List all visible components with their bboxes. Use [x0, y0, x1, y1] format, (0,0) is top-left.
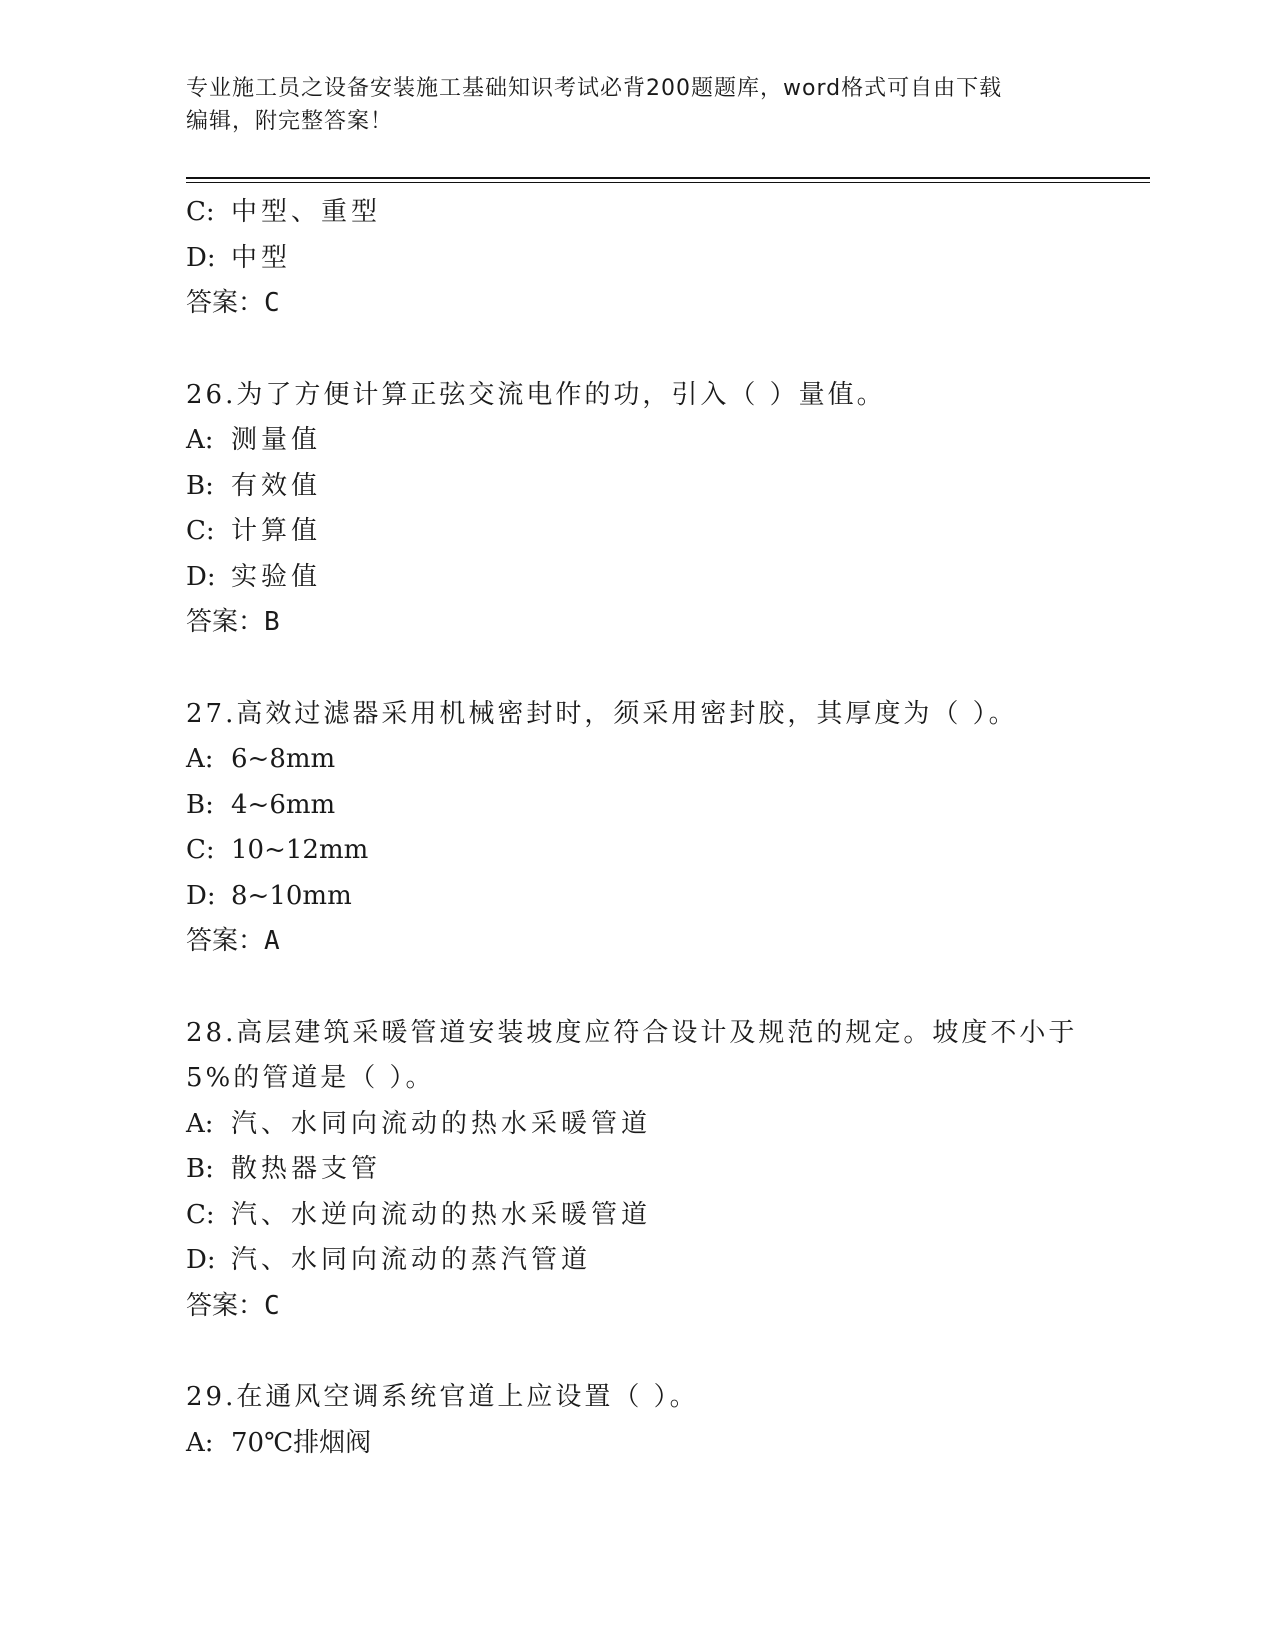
option-c [186, 1193, 1106, 1239]
header-line-2: 编辑，附完整答案！ [186, 109, 394, 134]
header-divider-thin [186, 182, 1150, 183]
option-d [186, 1238, 1106, 1284]
option-text: 4~6mm [231, 789, 336, 820]
option-text: 6~8mm [231, 744, 336, 774]
option-prefix: A: [186, 1108, 214, 1139]
option-text: 10~12mm [231, 835, 369, 865]
option-b [186, 1147, 1106, 1193]
option-text: 8~10mm [231, 880, 352, 911]
option-b [186, 783, 1106, 829]
option-prefix: D: [186, 880, 216, 911]
answer-value: B [264, 607, 280, 637]
answer-label: 答案： [186, 607, 265, 637]
option-c [186, 190, 1106, 236]
option-a [186, 1102, 1106, 1148]
question-26 [186, 373, 1106, 646]
option-text: 中型、重型 [231, 197, 382, 227]
header-divider-thick [186, 177, 1150, 179]
answer-label: 答案： [186, 1290, 265, 1321]
question-stem: 29.在通风空调系统官道上应设置（ ）。 [186, 1382, 699, 1412]
option-prefix: A: [186, 1427, 214, 1458]
option-c [186, 509, 1106, 555]
question-stem-line-1: 28.高层建筑采暖管道安装坡度应符合设计及规范的规定。坡度不小于 [186, 1017, 1078, 1048]
option-prefix: A: [186, 744, 214, 774]
spacer [186, 646, 1106, 692]
answer-value: A [264, 926, 280, 956]
header-line-1: 专业施工员之设备安装施工基础知识考试必背200题题库，word格式可自由下载 [186, 76, 1003, 101]
option-text: 汽、水逆向流动的热水采暖管道 [231, 1199, 652, 1230]
answer-value: C [264, 1290, 280, 1321]
option-text: 测量值 [231, 425, 322, 455]
question-stem: 26.为了方便计算正弦交流电作的功，引入（ ）量值。 [186, 379, 886, 410]
question-27 [186, 692, 1106, 965]
option-b [186, 464, 1106, 510]
option-a [186, 737, 1106, 783]
option-text: 实验值 [231, 561, 322, 592]
question-stem-line-2: 5%的管道是（ ）。 [186, 1063, 435, 1093]
option-prefix: B: [186, 789, 214, 820]
answer-value: C [264, 288, 280, 318]
option-prefix: C: [186, 197, 215, 227]
option-a [186, 1421, 1106, 1467]
spacer [186, 965, 1106, 1011]
answer-line [186, 600, 1106, 646]
option-text: 计算值 [231, 516, 322, 546]
option-prefix: C: [186, 835, 215, 865]
question-29 [186, 1375, 1106, 1466]
spacer [186, 1329, 1106, 1375]
option-text: 散热器支管 [231, 1154, 382, 1184]
question-list [186, 190, 1106, 1466]
option-d [186, 236, 1106, 282]
answer-label: 答案： [186, 288, 265, 318]
option-text: 汽、水同向流动的热水采暖管道 [231, 1108, 652, 1139]
answer-line [186, 1284, 1106, 1330]
option-prefix: D: [186, 561, 216, 592]
option-prefix: A: [186, 425, 214, 455]
option-d [186, 555, 1106, 601]
option-text: 汽、水同向流动的蒸汽管道 [231, 1245, 592, 1275]
option-d [186, 874, 1106, 920]
option-prefix: C: [186, 1199, 215, 1230]
document-header [186, 72, 1086, 138]
option-prefix: C: [186, 516, 215, 546]
answer-line [186, 919, 1106, 965]
option-prefix: D: [186, 242, 216, 273]
option-a [186, 418, 1106, 464]
answer-line [186, 281, 1106, 327]
option-text: 70℃排烟阀 [231, 1427, 372, 1458]
spacer [186, 327, 1106, 373]
option-c [186, 828, 1106, 874]
answer-label: 答案： [186, 926, 265, 956]
question-25-continued [186, 190, 1106, 327]
question-stem: 27.高效过滤器采用机械密封时，须采用密封胶，其厚度为（ ）。 [186, 698, 1018, 729]
question-28 [186, 1011, 1106, 1330]
option-text: 有效值 [231, 470, 322, 501]
option-prefix: B: [186, 470, 214, 501]
option-text: 中型 [231, 242, 292, 273]
option-prefix: D: [186, 1245, 216, 1275]
option-prefix: B: [186, 1154, 214, 1184]
